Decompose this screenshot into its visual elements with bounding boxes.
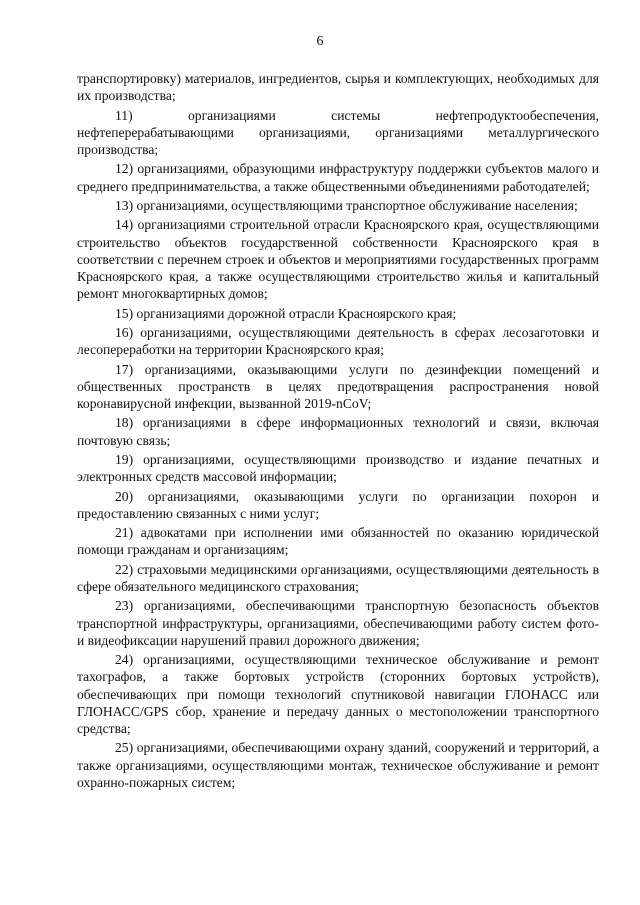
list-item-15: 15) организациями дорожной отрасли Красноярского края; (115, 305, 457, 321)
list-item-23: 23) организациями, обеспечивающими транспортную безопасность объектов транспортной инфраструктуры, организациями, обеспечивающими работу систем фото- и видеофиксации нарушений правил дорожного движения; (77, 598, 599, 648)
list-item-11: 11) организациями системы нефтепродуктообеспечения, нефтеперерабатывающими организациями, организациями металлургического производства; (77, 107, 599, 157)
list-item-16: 16) организациями, осуществляющими деятельность в сферах лесозаготовки и лесопереработки на территории Красноярского края; (77, 324, 599, 358)
list-item-13: 13) организациями, осуществляющими транспортное обслуживание населения; (115, 197, 578, 213)
list-item-14: 14) организациями строительной отрасли Красноярского края, осуществляющими строительство объектов государственной собственности Красноярского края в соответствии с перечнем строек и объектов и мероприятиями государственных программ Красноярского края, а также осуществляющими строительство жилья и капитальный ремонт многоквартирных домов; (77, 217, 599, 302)
list-item-19: 19) организациями, осуществляющими производство и издание печатных и электронных средств массовой информации; (77, 451, 599, 485)
list-item-25: 25) организациями, обеспечивающими охрану зданий, сооружений и территорий, а также организациями, осуществляющими монтаж, техническое обслуживание и ремонт охранно-пожарных систем; (77, 740, 599, 790)
paragraph-continuation: транспортировку) материалов, ингредиентов, сырья и комплектующих, необходимых для их производства; (77, 71, 599, 104)
page-number: 6 (316, 34, 324, 49)
list-item-17: 17) организациями, оказывающими услуги по дезинфекции помещений и общественных пространств в целях предотвращения распространения новой коронавирусной инфекции, вызванной 2019-nCoV; (77, 361, 599, 411)
document-body (77, 70, 599, 793)
list-item-12: 12) организациями, образующими инфраструктуру поддержки субъектов малого и среднего предпринимательства, а также общественными объединениями работодателей; (77, 161, 599, 194)
list-item-24: 24) организациями, осуществляющими техническое обслуживание и ремонт тахографов, а также бортовых устройств (сторонних бортовых устройств), обеспечивающих при помощи технологий спутниковой навигации ГЛОНАСС или ГЛОНАСС/GPS сбор, хранение и передачу данных о местоположении транспортного средства; (77, 652, 599, 736)
list-item-21: 21) адвокатами при исполнении ими обязанностей по оказанию юридической помощи гражданам и организациям; (77, 525, 599, 558)
list-item-18: 18) организациями в сфере информационных технологий и связи, включая почтовую связь; (77, 415, 599, 448)
list-item-22: 22) страховыми медицинскими организациями, осуществляющими деятельность в сфере обязательного медицинского страхования; (77, 561, 599, 594)
list-item-20: 20) организациями, оказывающими услуги по организации похорон и предоставлению связанных с ними услуг; (77, 488, 599, 521)
